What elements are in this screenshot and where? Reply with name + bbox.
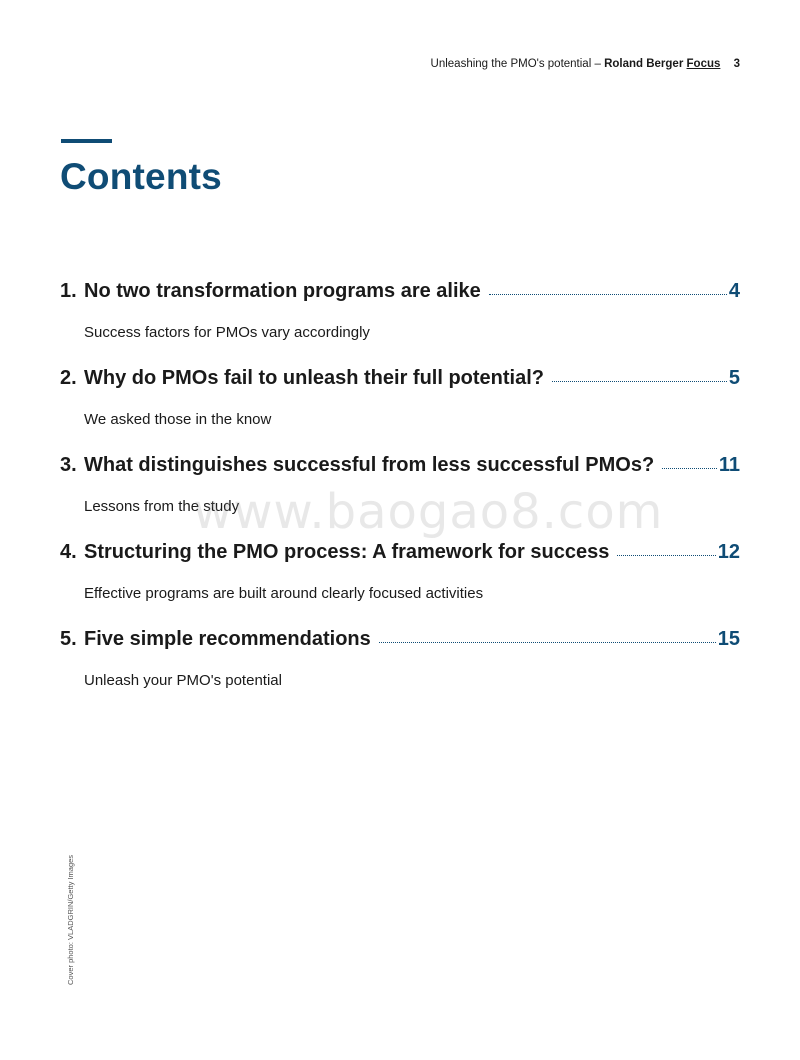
running-header bbox=[431, 58, 740, 70]
toc-leader-dots bbox=[489, 293, 727, 295]
toc-leader-dots bbox=[379, 641, 716, 643]
page-title: Contents bbox=[60, 156, 222, 197]
photo-credit: Cover photo: VLADGRIN/Getty Images bbox=[66, 854, 75, 985]
toc-entry-2[interactable] bbox=[60, 367, 740, 454]
toc-entry-number: 1. bbox=[60, 280, 77, 302]
toc-leader-dots bbox=[617, 554, 715, 556]
toc-entry-page[interactable]: 4 bbox=[728, 280, 740, 302]
toc-entry-page[interactable]: 5 bbox=[728, 367, 740, 389]
toc-entry-number: 4. bbox=[60, 541, 77, 563]
header-subtitle: Unleashing the PMO's potential – bbox=[430, 58, 601, 70]
toc-entry-title[interactable]: Five simple recommendations bbox=[84, 628, 371, 650]
toc-entry-subtitle: Unleash your PMO's potential bbox=[84, 672, 282, 689]
toc-entry-1[interactable] bbox=[60, 280, 740, 367]
title-accent-bar bbox=[61, 139, 112, 143]
toc-leader-dots bbox=[552, 380, 727, 382]
toc-entry-number: 3. bbox=[60, 454, 77, 476]
toc-entry-page[interactable]: 11 bbox=[718, 454, 740, 476]
toc-entry-title[interactable]: What distinguishes successful from less successful PMOs? bbox=[84, 454, 655, 476]
header-brand: Roland Berger bbox=[604, 58, 684, 70]
toc-entry-title[interactable]: No two transformation programs are alike bbox=[84, 280, 481, 302]
toc-entry-title[interactable]: Why do PMOs fail to unleash their full potential? bbox=[84, 367, 545, 389]
page-number: 3 bbox=[733, 58, 740, 70]
toc-entry-4[interactable] bbox=[60, 541, 740, 628]
header-series: Focus bbox=[686, 58, 721, 70]
toc-entry-subtitle: Effective programs are built around clearly focused activities bbox=[84, 585, 484, 602]
toc-entry-page[interactable]: 12 bbox=[717, 541, 740, 563]
toc-entry-number: 5. bbox=[60, 628, 77, 650]
watermark: www.baogao8.com bbox=[193, 484, 664, 540]
toc-entry-5[interactable] bbox=[60, 628, 740, 715]
toc-entry-subtitle: We asked those in the know bbox=[84, 411, 272, 428]
toc-entry-number: 2. bbox=[60, 367, 77, 389]
toc-leader-dots bbox=[662, 467, 717, 469]
toc-entry-title[interactable]: Structuring the PMO process: A framework for success bbox=[84, 541, 610, 563]
toc-entry-page[interactable]: 15 bbox=[717, 628, 740, 650]
toc-entry-subtitle: Lessons from the study bbox=[84, 498, 240, 515]
toc-entry-subtitle: Success factors for PMOs vary accordingly bbox=[84, 324, 370, 341]
